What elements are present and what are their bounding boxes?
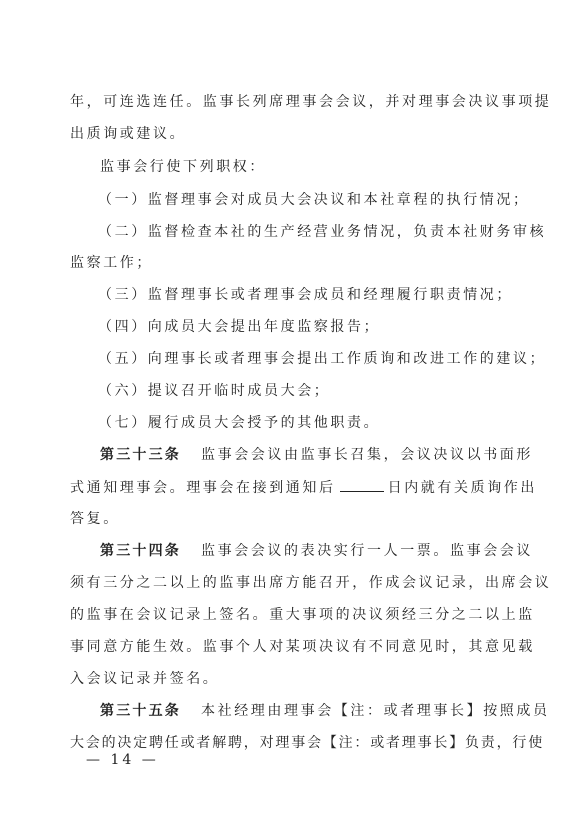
article-34-heading: 第三十四条 xyxy=(100,543,181,559)
article-33-text-before-blank: 式通知理事会。理事会在接到通知后 xyxy=(70,480,336,496)
article-34-first-line xyxy=(100,541,533,561)
text-line: （四）向成员大会提出年度监察报告； xyxy=(98,319,381,335)
article-34-line-2: 须有三分之二以上的监事出席方能召开，作成会议记录，出席会议 xyxy=(70,575,552,591)
text-line: （一）监督理事会对成员大会决议和本社章程的执行情况； xyxy=(98,192,530,208)
article-33-heading: 第三十三条 xyxy=(100,447,181,463)
article-34-line-5: 入会议记录并签名。 xyxy=(70,671,220,687)
text-line: 监察工作； xyxy=(70,255,153,271)
article-34-line-4: 事同意方能生效。监事个人对某项决议有不同意见时，其意见载 xyxy=(70,639,535,655)
article-35-first-line xyxy=(100,701,550,721)
text-line: 出质询或建议。 xyxy=(70,126,187,142)
text-line: 监事会行使下列职权： xyxy=(100,159,266,175)
article-35-heading: 第三十五条 xyxy=(100,703,181,719)
article-33-text: 监事会会议由监事长召集，会议决议以书面形 xyxy=(201,447,533,463)
text-line: （三）监督理事长或者理事会成员和经理履行职责情况； xyxy=(98,287,513,303)
text-line: 年，可连选连任。监事长列席理事会会议，并对理事会决议事项提 xyxy=(70,94,552,110)
page-number: — 14 — xyxy=(86,752,159,768)
article-33-line-2 xyxy=(70,477,537,498)
text-line: （六）提议召开临时成员大会； xyxy=(98,383,331,399)
article-33-line-3: 答复。 xyxy=(70,511,120,527)
article-34-text: 监事会会议的表决实行一人一票。监事会会议 xyxy=(201,543,533,559)
article-34-line-3: 的监事在会议记录上签名。重大事项的决议须经三分之二以上监 xyxy=(70,607,535,623)
article-33-first-line xyxy=(100,445,533,465)
article-35-text: 本社经理由理事会【注：或者理事长】按照成员 xyxy=(201,703,550,719)
fill-in-blank xyxy=(340,477,384,492)
article-33-text-after-blank: 日内就有关质询作出 xyxy=(387,480,538,496)
article-35-line-2: 大会的决定聘任或者解聘，对理事会【注：或者理事长】负责，行使 xyxy=(70,735,544,751)
text-line: （五）向理事长或者理事会提出工作质询和改进工作的建议； xyxy=(98,351,547,367)
text-line: （七）履行成员大会授予的其他职责。 xyxy=(98,415,381,431)
text-line: （二）监督检查本社的生产经营业务情况，负责本社财务审核 xyxy=(98,224,547,240)
